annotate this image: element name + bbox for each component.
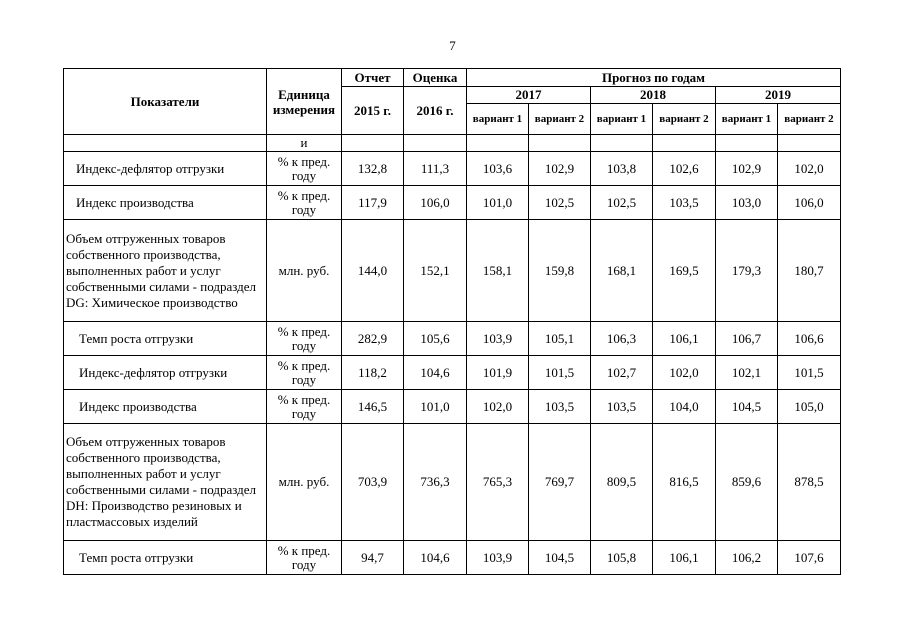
cell-2017-v2: 105,1 (529, 322, 591, 356)
cell-2016: 106,0 (404, 186, 467, 220)
cell-2017-v1: 765,3 (467, 424, 529, 541)
cell-2017-v2: 102,9 (529, 152, 591, 186)
cell-2019-v2: 102,0 (778, 152, 841, 186)
cell-2019-v1: 102,9 (716, 152, 778, 186)
cell-2019-v2: 107,6 (778, 541, 841, 575)
row-indicator: Индекс-дефлятор отгрузки (64, 152, 267, 186)
table-row (64, 424, 841, 541)
header-estimate: Оценка (404, 69, 467, 87)
cell-2019-v1: 103,0 (716, 186, 778, 220)
cell-2017-v2: 104,5 (529, 541, 591, 575)
cell-2019-v1: 102,1 (716, 356, 778, 390)
header-indicators: Показатели (64, 69, 267, 135)
page-number: 7 (449, 38, 456, 53)
header-year-2016: 2016 г. (404, 87, 467, 135)
cell-2018-v1: 102,5 (591, 186, 653, 220)
row-unit: % к пред. году (267, 152, 342, 186)
cell-2017-v1: 158,1 (467, 220, 529, 322)
header-year-2017: 2017 (467, 87, 591, 104)
cell-2018-v2: 169,5 (653, 220, 716, 322)
header-2018-variant-2: вариант 2 (653, 104, 716, 135)
row-indicator: Индекс производства (64, 186, 267, 220)
cell-2019-v2: 106,0 (778, 186, 841, 220)
cell-2019-v1: 859,6 (716, 424, 778, 541)
cell-2017-v1: 101,9 (467, 356, 529, 390)
header-unit: Единица измерения (267, 69, 342, 135)
cell-2018-v1: 168,1 (591, 220, 653, 322)
row-unit: % к пред. году (267, 356, 342, 390)
cell-2019-v1: 106,2 (716, 541, 778, 575)
cell-2018-v1: 103,5 (591, 390, 653, 424)
row-indicator: Объем отгруженных товаров собственного производства, выполненных работ и услуг собственными силами - подраздел DH: Производство резиновых и пластмассовых изделий (64, 424, 267, 541)
cell-2018-v2: 103,5 (653, 186, 716, 220)
cell-2019-v2: 106,6 (778, 322, 841, 356)
cell-2015: 144,0 (342, 220, 404, 322)
header-year-2015: 2015 г. (342, 87, 404, 135)
row-indicator: Темп роста отгрузки (64, 322, 267, 356)
cell-2019-v1: 104,5 (716, 390, 778, 424)
cell-2018-v1: 105,8 (591, 541, 653, 575)
row-unit: % к пред. году (267, 186, 342, 220)
header-2017-variant-2: вариант 2 (529, 104, 591, 135)
table-row (64, 541, 841, 575)
header-forecast: Прогноз по годам (467, 69, 841, 87)
header-2019-variant-1: вариант 1 (716, 104, 778, 135)
cell-2016: 105,6 (404, 322, 467, 356)
cell-2015: 282,9 (342, 322, 404, 356)
cell-2017-v2: 159,8 (529, 220, 591, 322)
row-unit: млн. руб. (267, 424, 342, 541)
cell-2018-v2: 102,6 (653, 152, 716, 186)
cell-2015: 118,2 (342, 356, 404, 390)
cell-2017-v1: 103,9 (467, 322, 529, 356)
cell-2016: 736,3 (404, 424, 467, 541)
table-row-continuation (64, 135, 841, 152)
cell-2017-v2: 101,5 (529, 356, 591, 390)
cell-2016: 104,6 (404, 541, 467, 575)
row-unit: млн. руб. (267, 220, 342, 322)
forecast-table (63, 68, 841, 575)
cell-2015: 132,8 (342, 152, 404, 186)
table-row (64, 152, 841, 186)
row-indicator: Темп роста отгрузки (64, 541, 267, 575)
row-indicator: Индекс производства (64, 390, 267, 424)
cell-2018-v1: 106,3 (591, 322, 653, 356)
cell-2017-v2: 102,5 (529, 186, 591, 220)
cell-2016: 104,6 (404, 356, 467, 390)
cell-2018-v1: 102,7 (591, 356, 653, 390)
row-unit: % к пред. году (267, 541, 342, 575)
header-2018-variant-1: вариант 1 (591, 104, 653, 135)
cell-2019-v2: 180,7 (778, 220, 841, 322)
row-indicator: Индекс-дефлятор отгрузки (64, 356, 267, 390)
cell-2018-v2: 106,1 (653, 322, 716, 356)
cell-2019-v2: 105,0 (778, 390, 841, 424)
cell-2017-v2: 103,5 (529, 390, 591, 424)
header-year-2019: 2019 (716, 87, 841, 104)
cell-2015: 117,9 (342, 186, 404, 220)
header-2019-variant-2: вариант 2 (778, 104, 841, 135)
cell-2015: 94,7 (342, 541, 404, 575)
table-row (64, 356, 841, 390)
header-report: Отчет (342, 69, 404, 87)
cell-2016: 152,1 (404, 220, 467, 322)
cell-2016: 111,3 (404, 152, 467, 186)
cell-2018-v1: 809,5 (591, 424, 653, 541)
cell-2019-v1: 106,7 (716, 322, 778, 356)
cell-2019-v1: 179,3 (716, 220, 778, 322)
cell-2018-v2: 816,5 (653, 424, 716, 541)
table-row (64, 220, 841, 322)
header-year-2018: 2018 (591, 87, 716, 104)
continuation-text: и (267, 135, 342, 152)
header-2017-variant-1: вариант 1 (467, 104, 529, 135)
cell-2017-v1: 102,0 (467, 390, 529, 424)
cell-2017-v1: 103,6 (467, 152, 529, 186)
cell-2019-v2: 878,5 (778, 424, 841, 541)
cell-2015: 146,5 (342, 390, 404, 424)
cell-2018-v1: 103,8 (591, 152, 653, 186)
cell-2017-v1: 101,0 (467, 186, 529, 220)
cell-2018-v2: 106,1 (653, 541, 716, 575)
row-indicator: Объем отгруженных товаров собственного производства, выполненных работ и услуг собственными силами - подраздел DG: Химическое производство (64, 220, 267, 322)
row-unit: % к пред. году (267, 322, 342, 356)
table-row (64, 322, 841, 356)
row-unit: % к пред. году (267, 390, 342, 424)
table-row (64, 390, 841, 424)
table-row (64, 186, 841, 220)
cell-2017-v2: 769,7 (529, 424, 591, 541)
cell-2018-v2: 102,0 (653, 356, 716, 390)
cell-2017-v1: 103,9 (467, 541, 529, 575)
cell-2019-v2: 101,5 (778, 356, 841, 390)
cell-2015: 703,9 (342, 424, 404, 541)
cell-2016: 101,0 (404, 390, 467, 424)
cell-2018-v2: 104,0 (653, 390, 716, 424)
